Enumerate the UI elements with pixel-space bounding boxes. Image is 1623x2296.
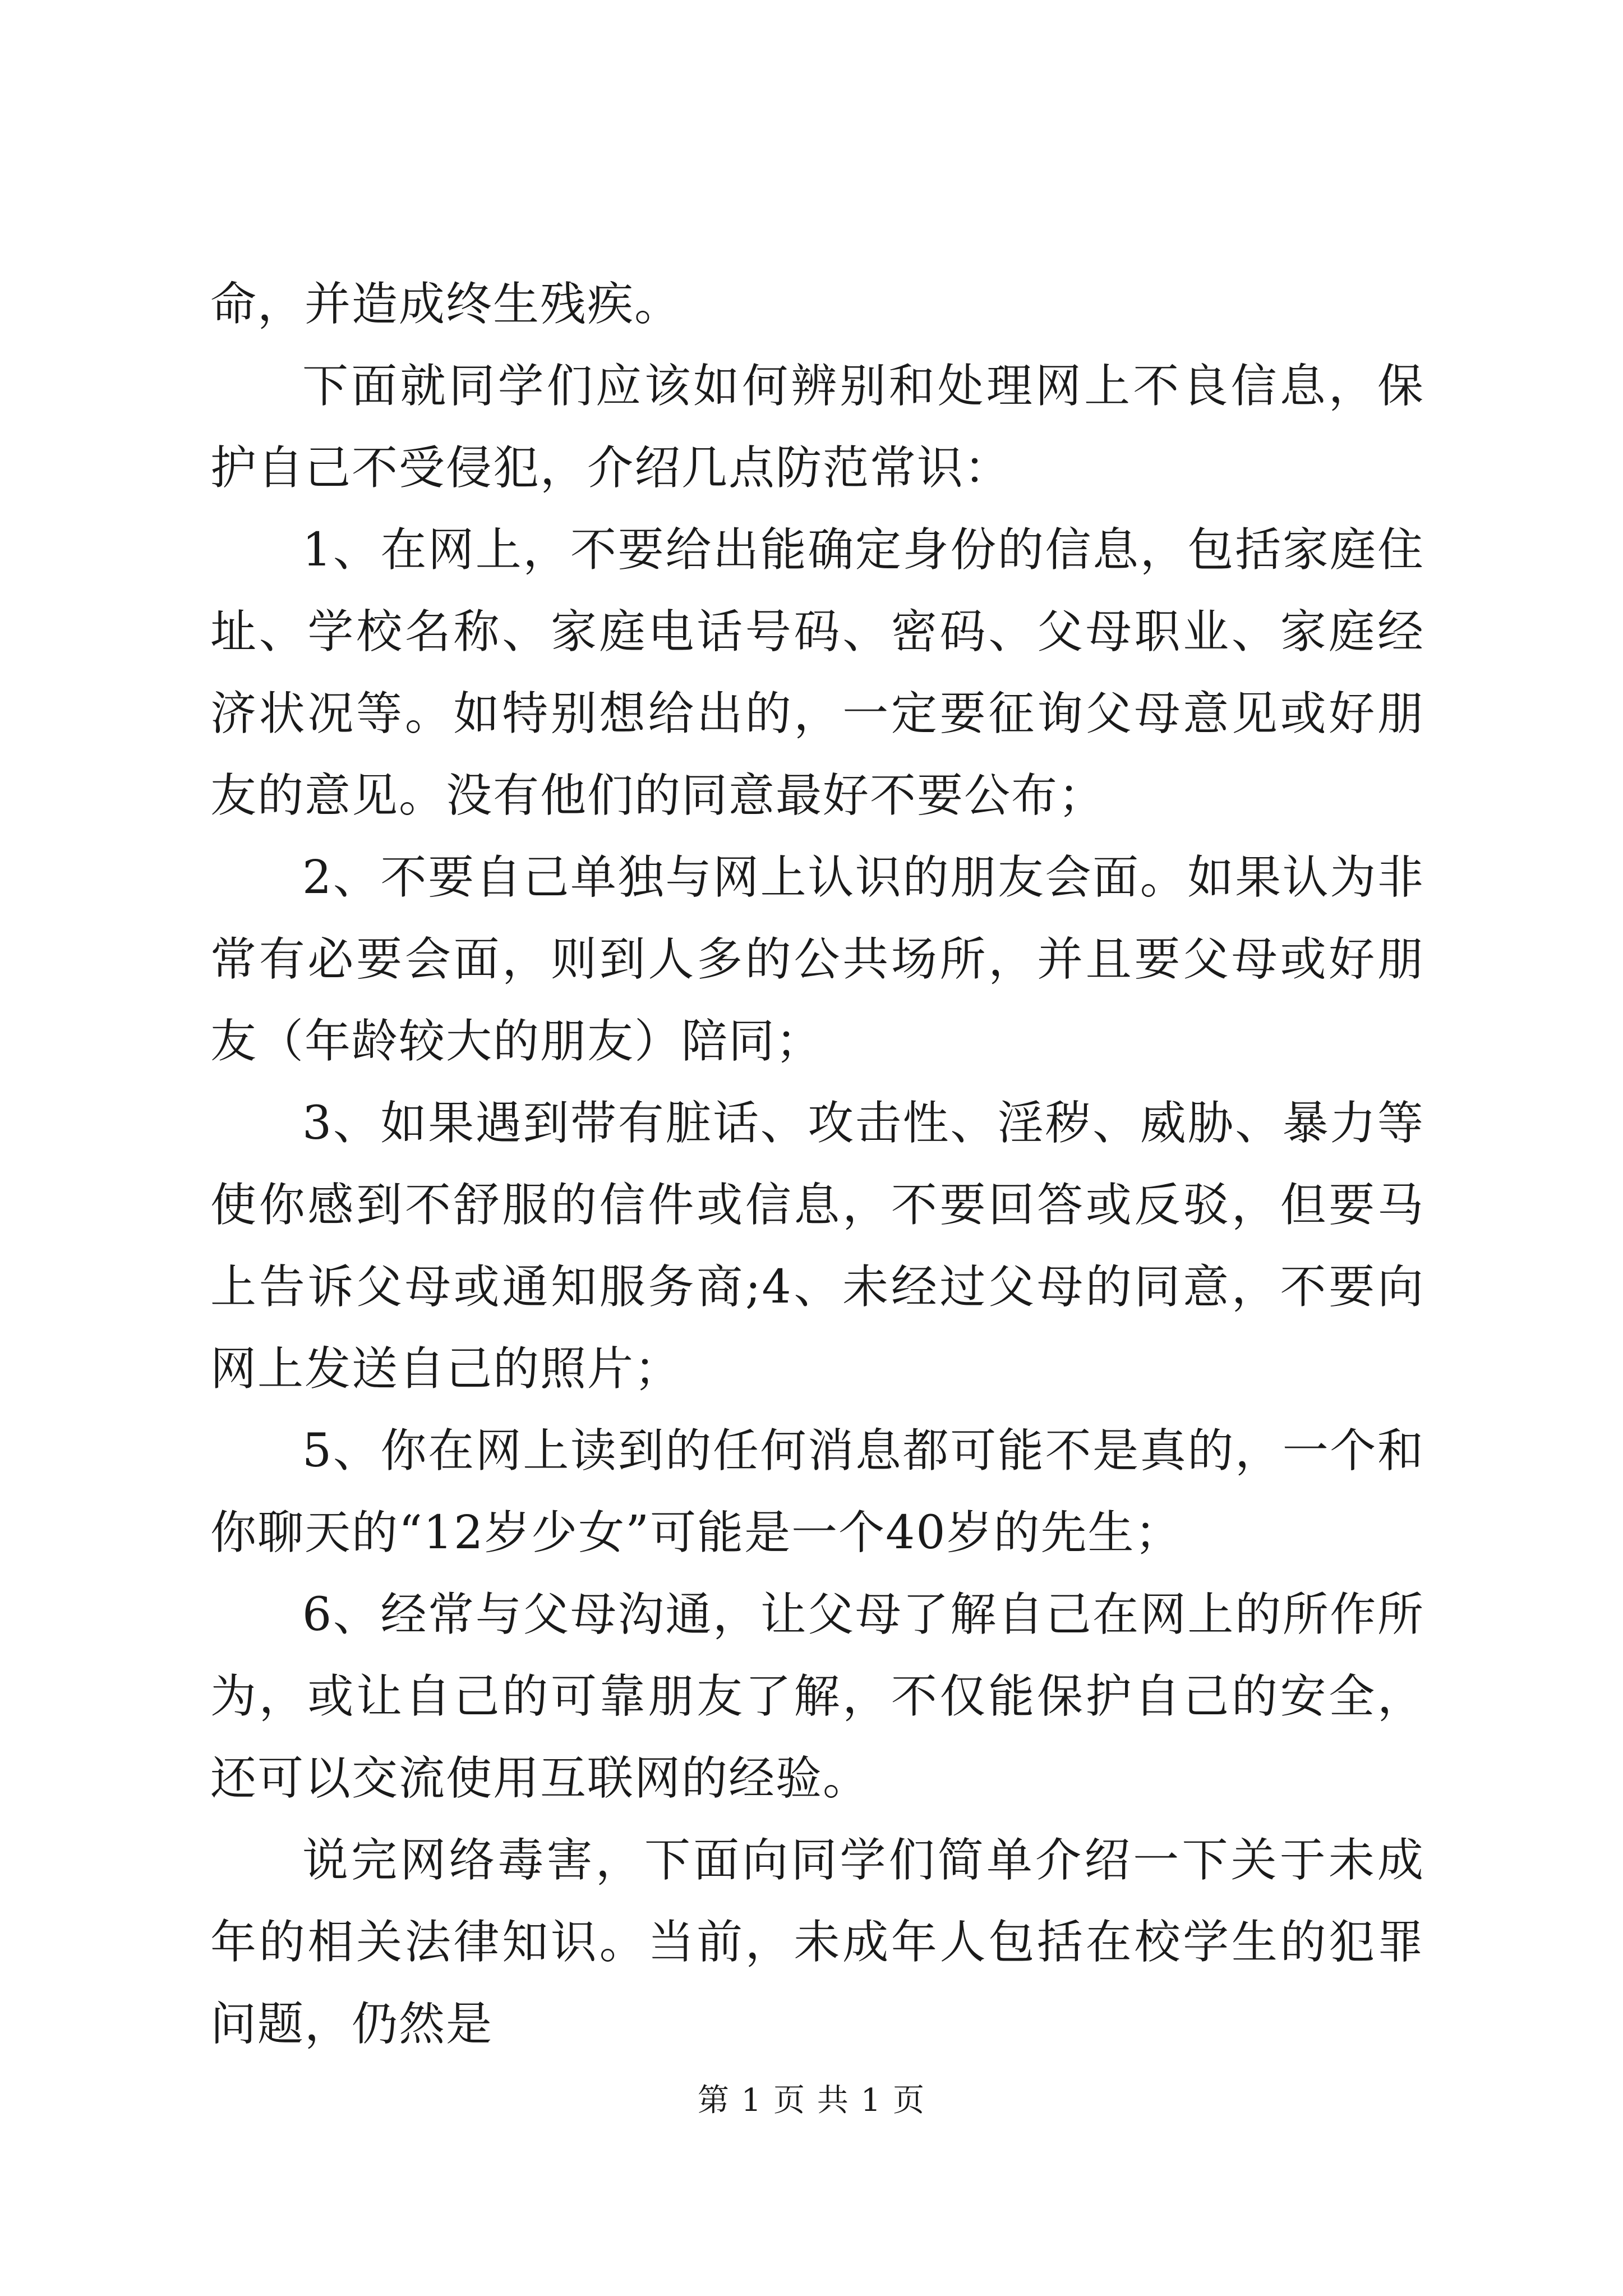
list-item-3-4: 3、如果遇到带有脏话、攻击性、淫秽、威胁、暴力等使你感到不舒服的信件或信息，不要回答或反驳，但要马上告诉父母或通知服务商;4、未经过父母的同意，不要向网上发送自己的照片；: [210, 1097, 1424, 1396]
list-item-1: 1、在网上，不要给出能确定身份的信息，包括家庭住址、学校名称、家庭电话号码、密码、父母职业、家庭经济状况等。如特别想给出的，一定要征询父母意见或好朋友的意见。没有他们的同意最好不要公布；: [210, 523, 1424, 822]
page-footer: 第 1 页 共 1 页: [697, 2082, 926, 2119]
list-item-2: 2、不要自己单独与网上认识的朋友会面。如果认为非常有必要会面，则到人多的公共场所，并且要父母或好朋友（年龄较大的朋友）陪同；: [210, 851, 1424, 1068]
paragraph-closing: 说完网络毒害，下面向同学们简单介绍一下关于未成年的相关法律知识。当前，未成年人包括在校学生的犯罪问题，仍然是: [210, 1834, 1424, 2051]
list-item-6: 6、经常与父母沟通，让父母了解自己在网上的所作所为，或让自己的可靠朋友了解，不仅能保护自己的安全，还可以交流使用互联网的经验。: [210, 1588, 1424, 1805]
paragraph-2: 下面就同学们应该如何辨别和处理网上不良信息，保护自己不受侵犯，介绍几点防范常识：: [210, 360, 1424, 495]
paragraph-1: 命，并造成终生残疾。: [210, 278, 682, 331]
list-item-5: 5、你在网上读到的任何消息都可能不是真的，一个和你聊天的“12岁少女”可能是一个40岁的先生；: [210, 1424, 1424, 1559]
document-body: [210, 264, 1424, 2065]
